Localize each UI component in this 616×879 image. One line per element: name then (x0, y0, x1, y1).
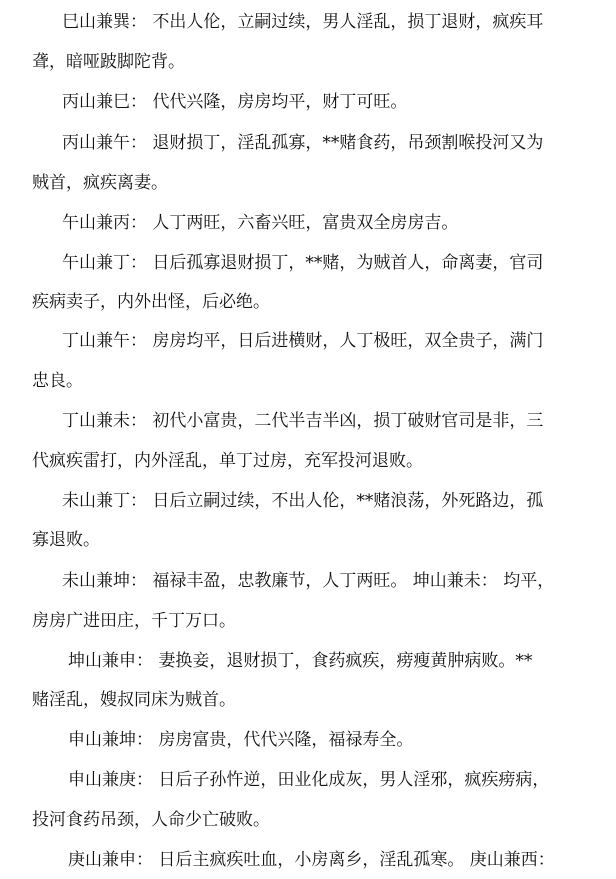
text-line-8: 疾病卖子，内外出怪，后必绝。 (32, 292, 270, 312)
text-line-21: 投河食药吊颈，人命少亡破败。 (32, 810, 270, 830)
text-line-4: 丙山兼午： 退财损丁，淫乱孤寡，**赌食药，吊颈割喉投河又为 (62, 133, 544, 153)
text-line-22: 庚山兼申： 日后主疯疾吐血，小房离乡，淫乱孤寒。 庚山兼西： (68, 850, 555, 870)
text-line-5: 贼首，疯疾离妻。 (32, 173, 168, 193)
text-line-2: 聋，暗哑跛脚陀背。 (32, 52, 185, 72)
text-line-16: 房房广进田庄，千丁万口。 (32, 611, 236, 631)
text-line-13: 未山兼丁： 日后立嗣过续，不出人伦，**赌浪荡，外死路边，孤 (62, 491, 544, 511)
text-line-20: 申山兼庚： 日后子孙忤逆，田业化成灰，男人淫邪，疯疾痨病， (68, 770, 550, 790)
text-line-11: 丁山兼未： 初代小富贵，二代半吉半凶，损丁破财官司是非，三 (62, 411, 544, 431)
text-line-9: 丁山兼午： 房房均平，日后进横财，人丁极旺，双全贵子，满门 (62, 331, 544, 351)
text-line-14: 寡退败。 (32, 530, 100, 550)
text-line-10: 忠良。 (32, 371, 83, 391)
text-line-1: 巳山兼巽： 不出人伦，立嗣过续，男人淫乱，损丁退财，疯疾耳 (62, 12, 544, 32)
text-line-6: 午山兼丙： 人丁两旺，六畜兴旺，富贵双全房房吉。 (62, 213, 459, 233)
text-line-12: 代疯疾雷打，内外淫乱，单丁过房，充军投河退败。 (32, 451, 423, 471)
text-line-17: 坤山兼申： 妻换妾，退财损丁，食药疯疾，痨瘦黄肿病败。** (68, 651, 533, 671)
text-line-19: 申山兼坤： 房房富贵，代代兴隆，福禄寿全。 (68, 730, 414, 750)
text-line-3: 丙山兼巳： 代代兴隆，房房均平，财丁可旺。 (62, 92, 408, 112)
text-line-7: 午山兼丁： 日后孤寡退财损丁，**赌，为贼首人，命离妻，官司 (62, 253, 544, 273)
text-line-15: 未山兼坤： 福禄丰盈，忠教廉节，人丁两旺。 坤山兼未： 均平， (62, 571, 555, 591)
text-line-18: 赌淫乱，嫂叔同床为贼首。 (32, 690, 236, 710)
